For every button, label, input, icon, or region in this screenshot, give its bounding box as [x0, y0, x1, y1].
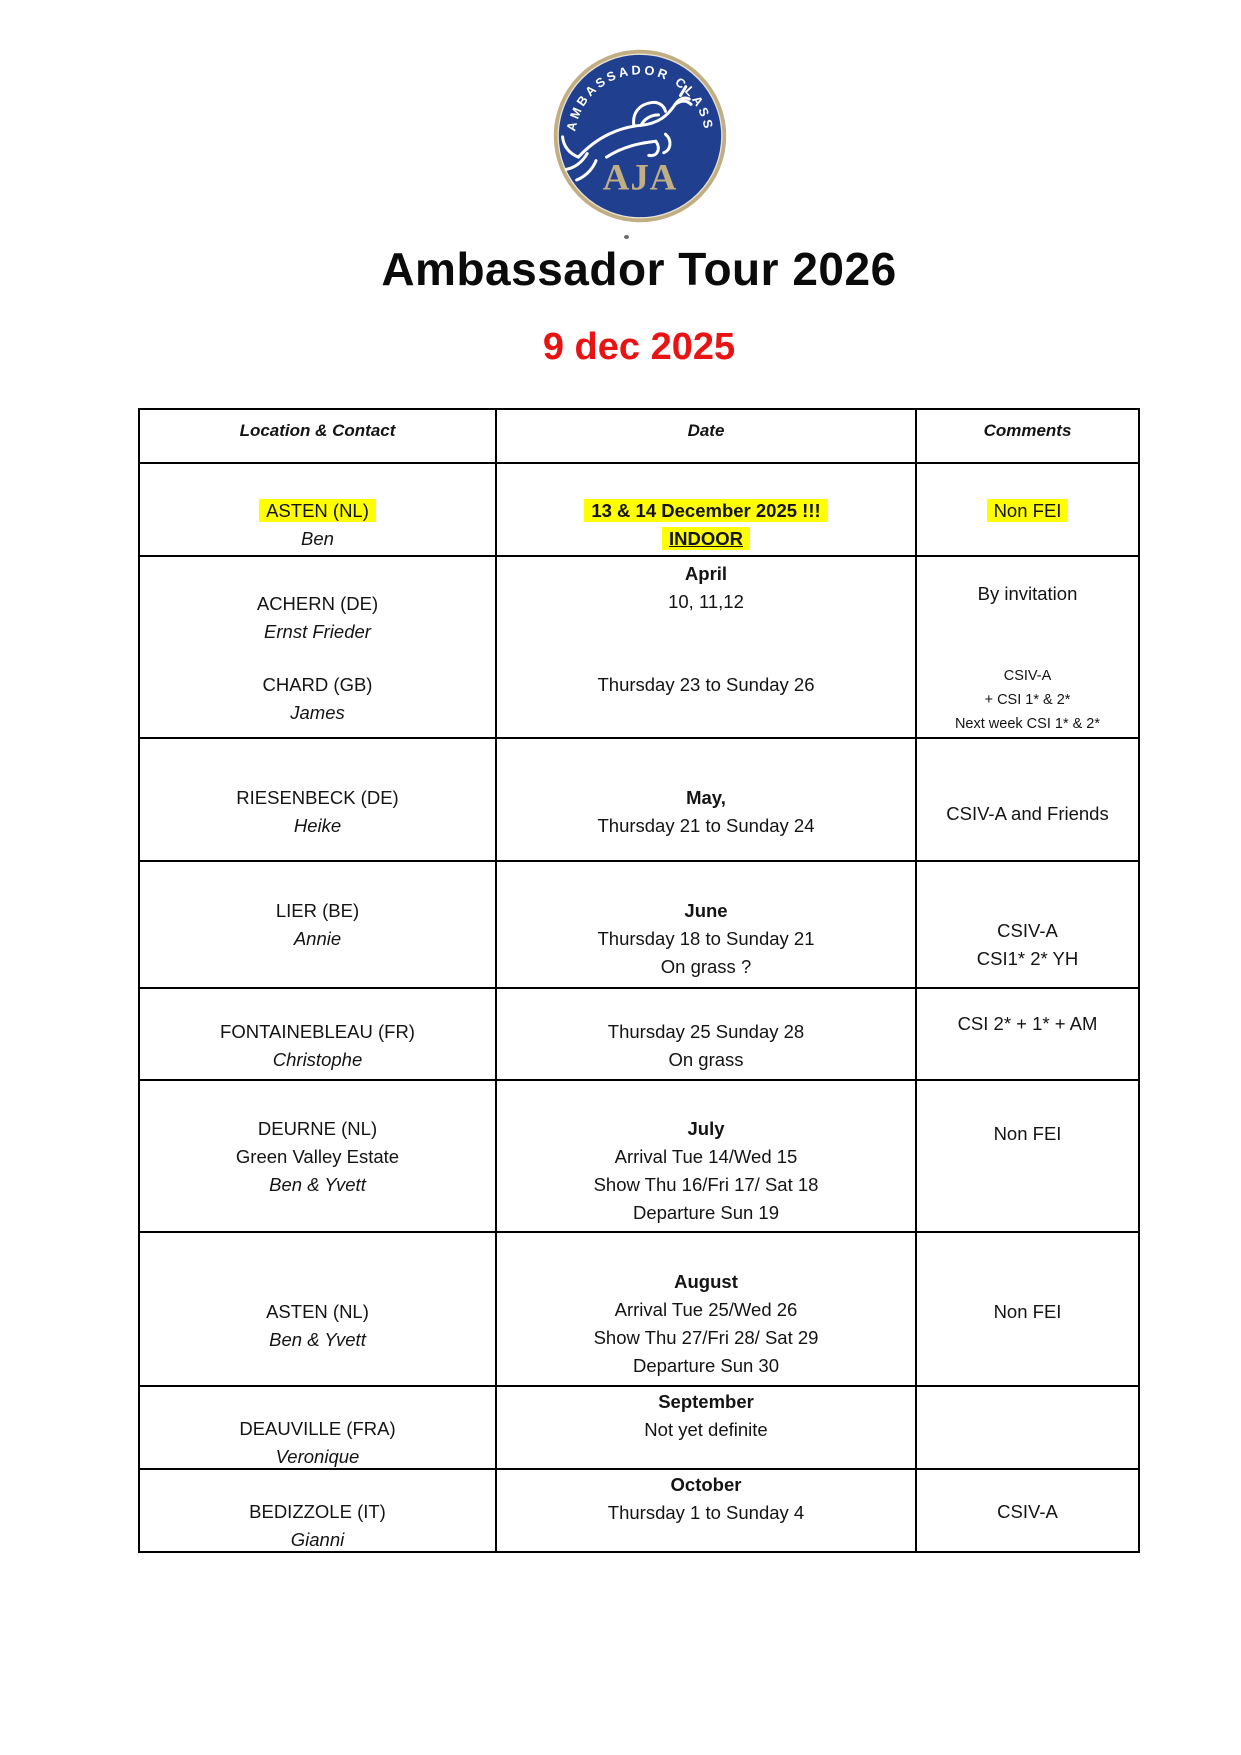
- text-run: Green Valley Estate: [235, 1146, 400, 1167]
- text-run: Heike: [293, 815, 342, 836]
- table-row-asten-august: [140, 1231, 1138, 1385]
- text-line: [497, 925, 915, 953]
- highlighted-text: INDOOR: [662, 527, 750, 550]
- text-line: [140, 1046, 495, 1074]
- text-run: Not yet definite: [644, 1419, 768, 1440]
- table-row-lier: [140, 860, 1138, 987]
- text-run: August: [674, 1271, 738, 1292]
- cell-deauville-date: [497, 1387, 917, 1468]
- cell-asten-december-date: [497, 464, 917, 555]
- text-line: [917, 688, 1138, 712]
- text-run: FONTAINEBLEAU (FR): [220, 1021, 415, 1042]
- text-line: [140, 525, 495, 553]
- text-run: CHARD (GB): [262, 674, 373, 695]
- text-run: Arrival Tue 14/Wed 15: [614, 1146, 798, 1167]
- text-line: [497, 1046, 915, 1074]
- text-line: [917, 800, 1138, 828]
- text-run: ACHERN (DE): [256, 593, 379, 614]
- cell-fontainebleau-location: [140, 989, 497, 1079]
- text-line: [917, 1498, 1138, 1526]
- text-line: [917, 497, 1138, 525]
- text-run: Christophe: [272, 1049, 363, 1070]
- logo-image: [552, 48, 728, 224]
- text-line: [140, 1498, 495, 1526]
- text-run: By invitation: [977, 583, 1078, 604]
- text-run: September: [658, 1391, 754, 1412]
- text-line: [497, 416, 915, 445]
- text-run: Thursday 21 to Sunday 24: [597, 815, 815, 836]
- cell-lier-location: [140, 862, 497, 987]
- text-line: [497, 1324, 915, 1352]
- text-line: [917, 664, 1138, 688]
- text-line: [140, 1443, 495, 1468]
- schedule-table: [138, 408, 1140, 1553]
- text-run: Thursday 25 Sunday 28: [607, 1021, 805, 1042]
- text-line: [917, 945, 1138, 973]
- cell-asten-december-comments: [917, 464, 1138, 555]
- cell-lier-comments: [917, 862, 1138, 987]
- text-run: July: [687, 1118, 725, 1139]
- cell-achern-chard-comments: [917, 557, 1138, 737]
- text-line: [140, 1298, 495, 1326]
- text-line: [497, 1143, 915, 1171]
- cell-header-comments: [917, 410, 1138, 462]
- text-run: Non FEI: [993, 1301, 1062, 1322]
- text-run: CSIV-A: [997, 1501, 1058, 1522]
- highlighted-text: 13 & 14 December 2025 !!!: [584, 499, 827, 522]
- text-line: [497, 497, 915, 525]
- table-row-bedizzole: [140, 1468, 1138, 1551]
- text-line: [917, 712, 1138, 736]
- text-line: [497, 1268, 915, 1296]
- text-run: RIESENBECK (DE): [236, 787, 399, 808]
- text-line: [497, 1499, 915, 1527]
- cell-deurne-comments: [917, 1081, 1138, 1231]
- page-title: Ambassador Tour 2026: [381, 243, 897, 295]
- text-line: [140, 1326, 495, 1354]
- text-run: On grass ?: [660, 956, 752, 977]
- text-line: [497, 1115, 915, 1143]
- cell-asten-august-comments: [917, 1233, 1138, 1385]
- text-line: [917, 917, 1138, 945]
- table-row-achern-chard: [140, 555, 1138, 737]
- logo-arc-text: AMBASSADOR CLASS: [563, 62, 717, 133]
- text-run: October: [670, 1474, 742, 1495]
- cell-riesenbeck-date: [497, 739, 917, 860]
- text-line: [917, 416, 1138, 445]
- text-run: Next week CSI 1* & 2*: [954, 716, 1101, 732]
- text-run: Show Thu 16/Fri 17/ Sat 18: [593, 1174, 819, 1195]
- cell-bedizzole-comments: [917, 1470, 1138, 1551]
- text-line: [140, 1143, 495, 1171]
- text-line: [917, 1120, 1138, 1148]
- text-run: May,: [686, 787, 726, 808]
- text-run: June: [684, 900, 728, 921]
- text-line: [497, 1296, 915, 1324]
- text-run: BEDIZZOLE (IT): [249, 1501, 386, 1522]
- revision-date: 9 dec 2025: [542, 326, 736, 368]
- text-run: Ben & Yvett: [269, 1174, 366, 1195]
- text-line: [140, 1018, 495, 1046]
- text-line: [140, 784, 495, 812]
- cell-deauville-comments: [917, 1387, 1138, 1468]
- text-run: Arrival Tue 25/Wed 26: [614, 1299, 798, 1320]
- text-run: Gianni: [290, 1529, 345, 1550]
- text-line: [140, 699, 495, 727]
- text-line: [497, 1416, 915, 1444]
- text-line: [140, 1526, 495, 1551]
- table-row-deauville: [140, 1385, 1138, 1468]
- cell-deauville-location: [140, 1387, 497, 1468]
- logo-caption-dot: [624, 235, 629, 239]
- text-line: [497, 560, 915, 588]
- cell-riesenbeck-location: [140, 739, 497, 860]
- text-run: DEAUVILLE (FRA): [239, 1418, 396, 1439]
- text-run: DEURNE (NL): [257, 1118, 378, 1139]
- table-row-riesenbeck: [140, 737, 1138, 860]
- text-line: [497, 1171, 915, 1199]
- text-run: Thursday 23 to Sunday 26: [597, 674, 815, 695]
- text-line: [497, 1388, 915, 1416]
- text-line: [497, 953, 915, 981]
- text-line: [140, 590, 495, 618]
- text-line: [497, 812, 915, 840]
- text-run: 10, 11,12: [668, 591, 744, 612]
- aja-ambassador-class-logo: [552, 48, 728, 244]
- text-run: Location & Contact: [239, 421, 396, 440]
- text-line: [497, 784, 915, 812]
- text-run: Thursday 18 to Sunday 21: [597, 928, 815, 949]
- text-run: Non FEI: [993, 1123, 1062, 1144]
- logo-monogram: AJA: [602, 156, 678, 198]
- cell-riesenbeck-comments: [917, 739, 1138, 860]
- text-line: [140, 925, 495, 953]
- text-line: [140, 618, 495, 646]
- text-run: Ben: [301, 528, 334, 549]
- text-run: Show Thu 27/Fri 28/ Sat 29: [593, 1327, 819, 1348]
- highlighted-text: Non FEI: [987, 499, 1069, 522]
- cell-deurne-location: [140, 1081, 497, 1231]
- text-run: Comments: [983, 421, 1072, 440]
- text-line: [140, 1171, 495, 1199]
- table-header-row: [140, 410, 1138, 462]
- cell-asten-august-location: [140, 1233, 497, 1385]
- cell-asten-august-date: [497, 1233, 917, 1385]
- text-line: [140, 897, 495, 925]
- text-run: LIER (BE): [275, 900, 360, 921]
- table-row-asten-december: [140, 462, 1138, 555]
- text-line: [497, 1352, 915, 1380]
- text-run: Annie: [293, 928, 342, 949]
- text-run: CSIV-A and Friends: [946, 803, 1109, 824]
- text-run: CSI 2* + 1* + AM: [957, 1013, 1098, 1034]
- text-run: April: [684, 563, 728, 584]
- text-line: [497, 588, 915, 616]
- text-line: [140, 497, 495, 525]
- text-run: Ben & Yvett: [269, 1329, 366, 1350]
- cell-asten-december-location: [140, 464, 497, 555]
- text-line: [497, 671, 915, 699]
- text-line: [497, 1018, 915, 1046]
- text-run: Thursday 1 to Sunday 4: [607, 1502, 805, 1523]
- cell-header-location: [140, 410, 497, 462]
- text-run: On grass: [668, 1049, 744, 1070]
- text-line: [140, 1115, 495, 1143]
- text-run: CSIV-A: [997, 920, 1058, 941]
- cell-deurne-date: [497, 1081, 917, 1231]
- text-run: James: [290, 702, 345, 723]
- table-row-deurne: [140, 1079, 1138, 1231]
- highlighted-text: ASTEN (NL): [259, 499, 376, 522]
- cell-fontainebleau-comments: [917, 989, 1138, 1079]
- cell-achern-chard-date: [497, 557, 917, 737]
- text-run: CSI1* 2* YH: [976, 948, 1079, 969]
- text-line: [497, 1471, 915, 1499]
- text-line: [917, 1298, 1138, 1326]
- cell-header-date: [497, 410, 917, 462]
- cell-bedizzole-date: [497, 1470, 917, 1551]
- text-line: [140, 812, 495, 840]
- text-run: Departure Sun 30: [632, 1355, 780, 1376]
- text-run: Ernst Frieder: [264, 621, 371, 642]
- text-line: [140, 1415, 495, 1443]
- text-run: Veronique: [275, 1446, 360, 1467]
- text-run: ASTEN (NL): [266, 1301, 369, 1322]
- text-line: [497, 525, 915, 553]
- text-line: [917, 580, 1138, 608]
- text-line: [497, 1199, 915, 1227]
- text-line: [497, 897, 915, 925]
- cell-bedizzole-location: [140, 1470, 497, 1551]
- text-line: [917, 1010, 1138, 1038]
- text-run: Date: [687, 421, 725, 440]
- table-row-fontainebleau: [140, 987, 1138, 1079]
- text-run: + CSI 1* & 2*: [984, 692, 1071, 708]
- text-run: CSIV-A: [1003, 668, 1052, 684]
- cell-lier-date: [497, 862, 917, 987]
- cell-fontainebleau-date: [497, 989, 917, 1079]
- text-line: [140, 416, 495, 445]
- cell-achern-chard-location: [140, 557, 497, 737]
- text-line: [140, 671, 495, 699]
- text-run: Departure Sun 19: [632, 1202, 780, 1223]
